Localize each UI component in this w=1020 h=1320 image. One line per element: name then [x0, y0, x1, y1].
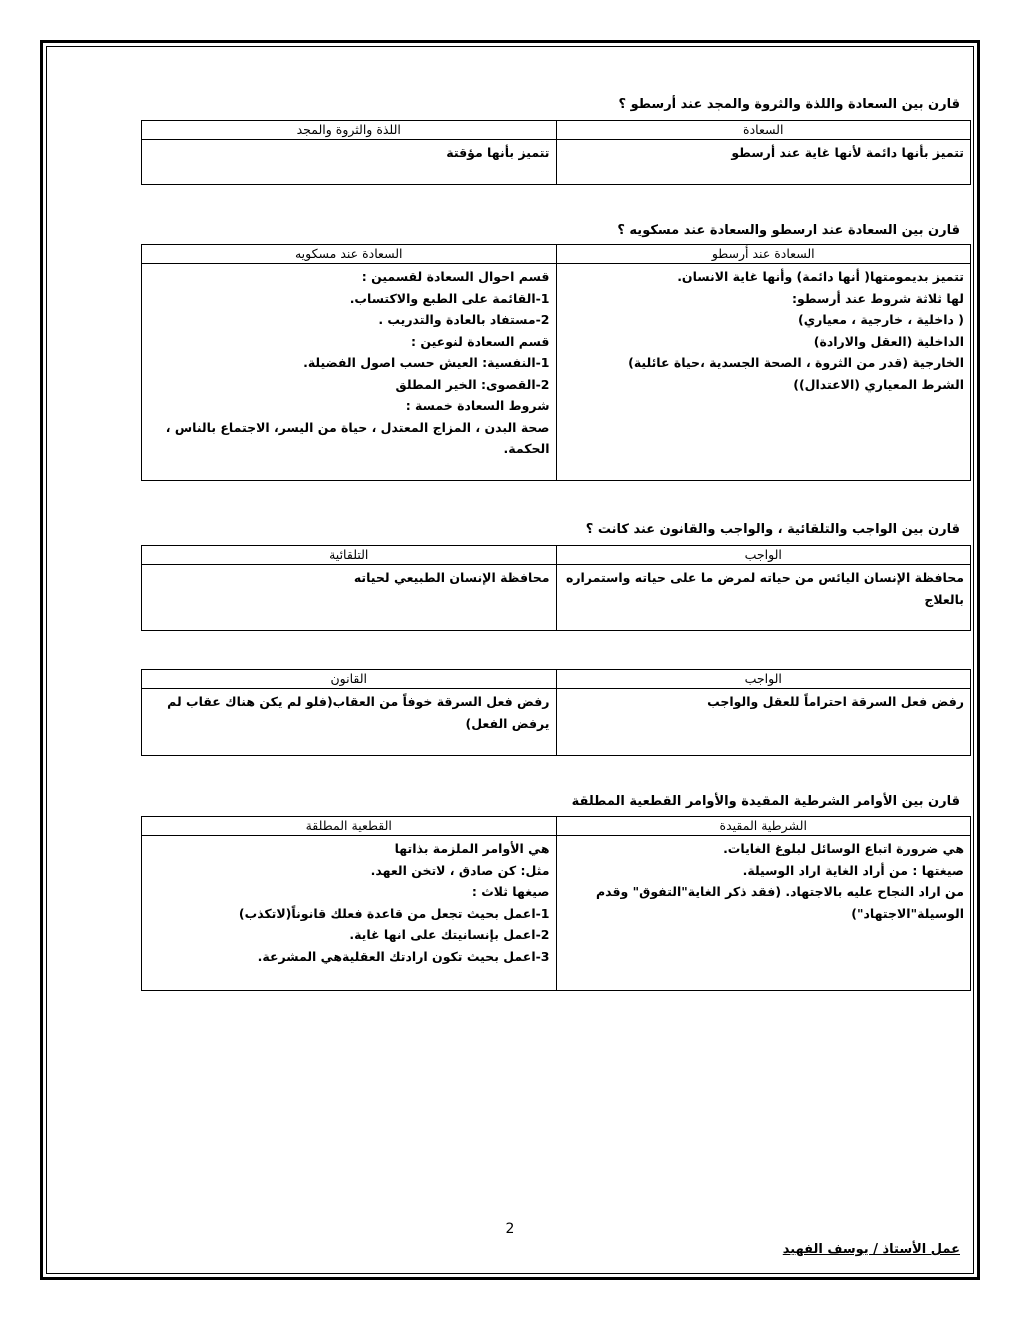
text-line: 2-القصوى: الخير المطلق: [395, 376, 550, 392]
comparison-table-2: [141, 244, 971, 481]
text-line: صيغها ثلاث :: [471, 884, 550, 899]
text-line: الداخلية (العقل والارادة): [813, 333, 964, 349]
text-line: لها ثلاثة شروط عند أرسطو:: [792, 290, 964, 306]
table-1-left-cell: [142, 140, 557, 185]
table-5-left-cell: [142, 836, 557, 991]
table-2-right-header: السعادة عند أرسطو: [556, 245, 971, 264]
text-line: مثل: كن صادق ، لاتخن العهد.: [370, 862, 550, 878]
table-2-right-cell: [556, 264, 971, 481]
text-line: ( داخلية ، خارجية ، معياري): [797, 312, 964, 327]
text-line: 2-اعمل بإنسانيتك على انها غاية.: [349, 927, 550, 942]
text-line: هي الأوامر الملزمة بذاتها: [394, 841, 550, 856]
text-line: محافظة الإنسان الطبيعي لحياته: [353, 570, 550, 585]
table-4-left-header: القانون: [142, 670, 557, 689]
text-line: محافظة الإنسان اليائس من حياته لمرض ما على حياته واستمراره بالعلاج: [565, 570, 964, 607]
text-line: الشرط المعياري (الاعتدال)): [793, 376, 964, 392]
text-line: تتميز بأنها دائمة لأنها غاية عند أرسطو: [731, 145, 964, 160]
text-line: 2-مستفاد بالعادة والتدريب .: [378, 312, 550, 327]
text-line: شروط السعادة خمسة :: [405, 398, 550, 413]
comparison-table-4: [141, 669, 971, 756]
text-line: الخارجية (قدر من الثروة ، الصحة الجسدية ،حياة عائلية): [628, 355, 964, 370]
table-3-right-cell: [556, 565, 971, 631]
table-4-right-header: الواجب: [556, 670, 971, 689]
table-5-right-cell: [556, 836, 971, 991]
text-line: صحة البدن ، المزاج المعتدل ، حياة من اليسر، الاجتماع بالناس ، الحكمة.: [165, 419, 550, 456]
text-line: من اراد النجاح عليه بالاجتهاد. (فقد ذكر الغاية"التفوق" وقدم الوسيلة"الاجتهاد"): [595, 884, 964, 921]
text-line: 3-اعمل بحيث تكون ارادتك العقليةهي المشرعة.: [257, 948, 550, 964]
comparison-table-1: [141, 120, 971, 185]
table-1-left-header: اللذة والثروة والمجد: [142, 121, 557, 140]
text-line: 1-اعمل بحيث تجعل من قاعدة فعلك قانوناً(لاتكذب): [238, 905, 550, 921]
text-line: هي ضرورة اتباع الوسائل لبلوغ الغايات.: [723, 841, 964, 856]
comparison-table-3: [141, 545, 971, 631]
table-2-left-cell: [142, 264, 557, 481]
table-3-left-header: التلقائية: [142, 546, 557, 565]
table-5-right-header: الشرطية المقيدة: [556, 817, 971, 836]
text-line: قسم احوال السعادة لقسمين :: [361, 269, 550, 284]
question-3: قارن بين الواجب والتلقائية ، والواجب والقانون عند كانت ؟: [585, 522, 960, 537]
text-line: تتميز بديمومتها( أنها دائمة) وأنها غاية الانسان.: [677, 269, 964, 284]
table-1-right-cell: [556, 140, 971, 185]
text-line: 1-النفسية: العيش حسب اصول الفضيلة.: [303, 355, 550, 370]
table-2-left-header: السعادة عند مسكويه: [142, 245, 557, 264]
author-credit: عمل الأستاذ / يوسف الفهيد: [782, 1242, 960, 1257]
table-3-left-cell: [142, 565, 557, 631]
table-5-left-header: القطعية المطلقة: [142, 817, 557, 836]
question-1: قارن بين السعادة واللذة والثروة والمجد عند أرسطو ؟: [618, 97, 960, 112]
text-line: قسم السعادة لنوعين :: [410, 333, 550, 349]
text-line: رفض فعل السرقة احتراماً للعقل والواجب: [707, 694, 964, 709]
text-line: صيغتها : من أراد الغاية اراد الوسيلة.: [742, 862, 964, 878]
comparison-table-5: [141, 816, 971, 991]
question-5: قارن بين الأوامر الشرطية المقيدة والأوامر القطعية المطلقة: [571, 794, 960, 809]
table-4-left-cell: [142, 689, 557, 756]
table-3-right-header: الواجب: [556, 546, 971, 565]
table-4-right-cell: [556, 689, 971, 756]
question-2: قارن بين السعادة عند ارسطو والسعادة عند مسكويه ؟: [617, 223, 960, 238]
text-line: تتميز بأنها مؤقتة: [446, 145, 550, 160]
text-line: 1-القائمة على الطبع والاكتساب.: [349, 290, 550, 306]
text-line: رفض فعل السرقة خوفاً من العقاب(فلو لم يكن هناك عقاب لم يرفض الفعل): [167, 694, 550, 731]
table-1-right-header: السعادة: [556, 121, 971, 140]
page-number: 2: [505, 1221, 515, 1237]
